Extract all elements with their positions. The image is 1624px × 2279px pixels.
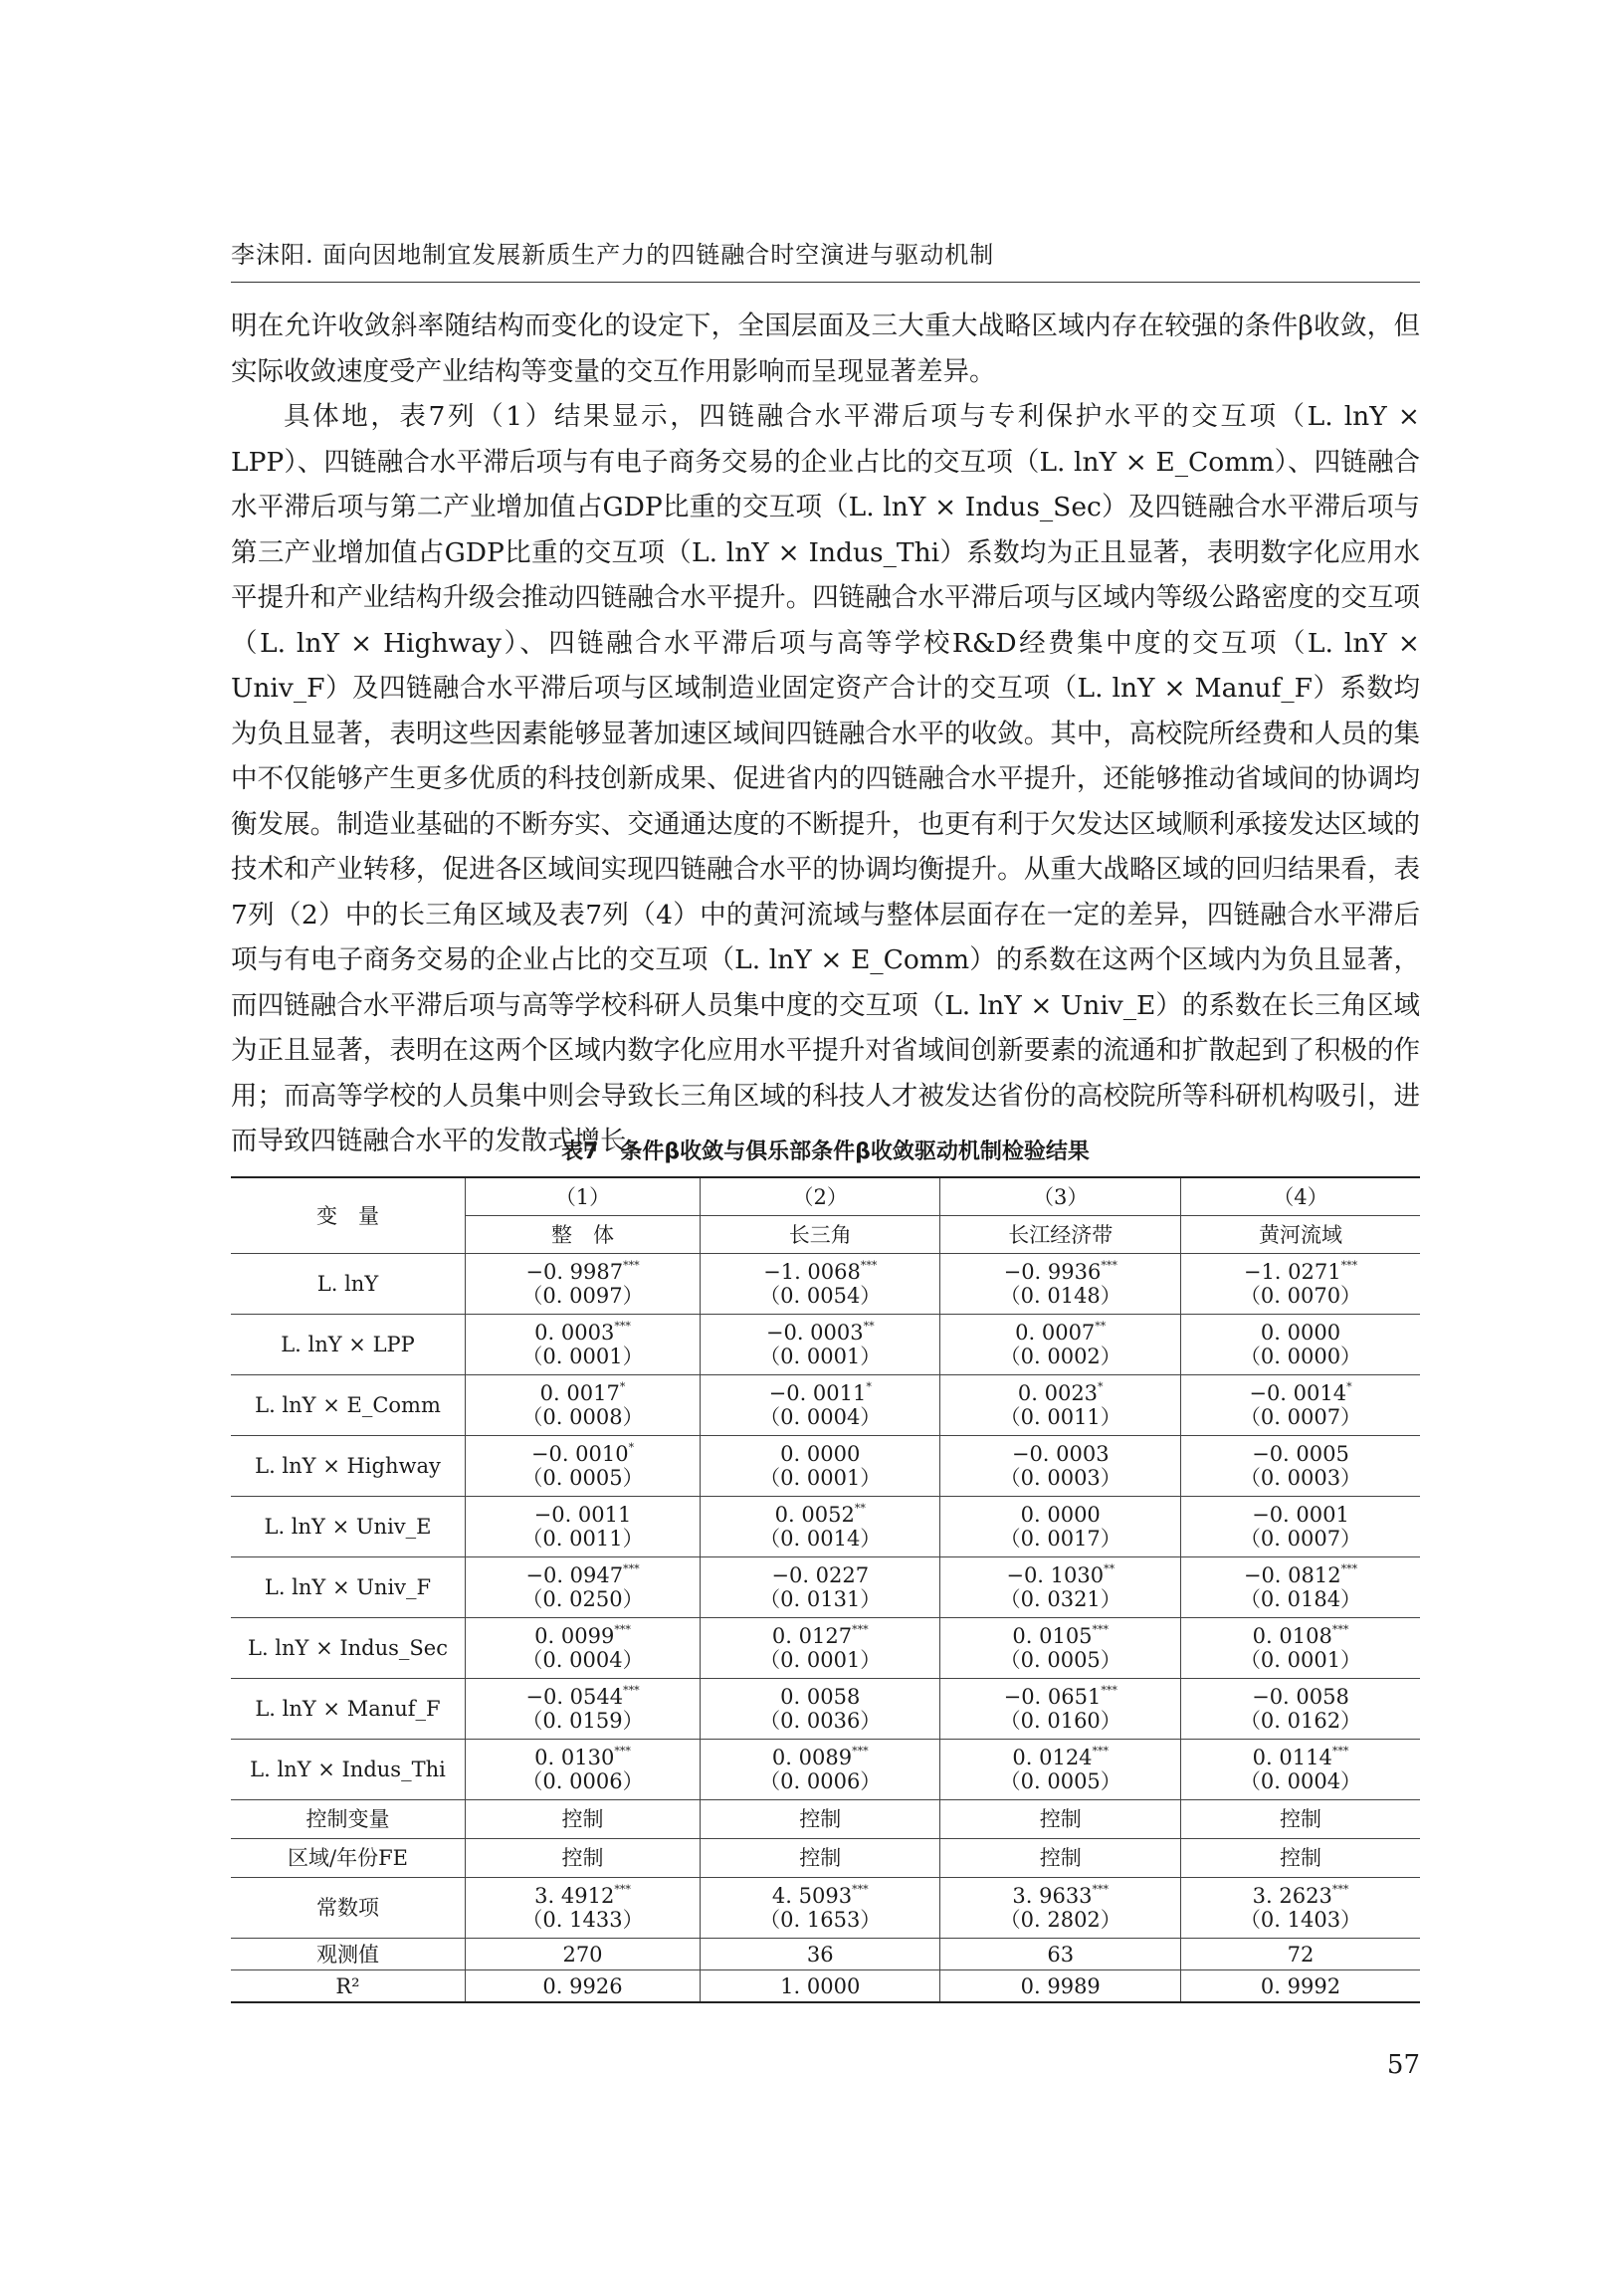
coefficient [940, 1381, 1179, 1405]
coefficient [940, 1884, 1179, 1908]
significance-stars: *** [1331, 1745, 1349, 1758]
significance-stars: *** [1340, 1259, 1358, 1272]
significance-stars: ** [854, 1502, 866, 1515]
value-cell: 控制 [701, 1839, 940, 1878]
coef-cell [701, 1497, 940, 1557]
coef-cell [1180, 1878, 1420, 1939]
standard-error: （0. 0321） [999, 1587, 1121, 1611]
significance-stars: *** [1092, 1745, 1110, 1758]
variable-label: L. lnY × Highway [231, 1436, 466, 1497]
value-cell: 控制 [466, 1839, 701, 1878]
standard-error: （0. 0007） [1239, 1405, 1362, 1429]
coef-cell [701, 1679, 940, 1740]
table-row [231, 1679, 1420, 1740]
coefficient [701, 1624, 939, 1648]
table-header-row-numbers [231, 1177, 1420, 1216]
significance-stars: *** [852, 1883, 869, 1896]
standard-error: （0. 1653） [759, 1908, 882, 1932]
coefficient [701, 1563, 939, 1587]
significance-stars: *** [852, 1623, 869, 1636]
constant-row [231, 1878, 1420, 1939]
coefficient [701, 1321, 939, 1345]
coefficient [466, 1685, 700, 1709]
significance-stars: *** [623, 1684, 640, 1697]
standard-error: （0. 0003） [1239, 1466, 1362, 1490]
significance-stars: ** [863, 1320, 875, 1333]
table-row [231, 1557, 1420, 1618]
significance-stars: *** [860, 1259, 878, 1272]
observations-row [231, 1939, 1420, 1970]
significance-stars: *** [1340, 1562, 1358, 1575]
coefficient [940, 1685, 1179, 1709]
value-cell: 控制 [1180, 1800, 1420, 1839]
body-text [231, 304, 1420, 1164]
variable-label: L. lnY × LPP [231, 1315, 466, 1375]
coefficient [701, 1503, 939, 1527]
coefficient [1181, 1624, 1420, 1648]
standard-error: （0. 0004） [521, 1648, 644, 1672]
coef-cell [1180, 1618, 1420, 1679]
variable-label: L. lnY × E_Comm [231, 1375, 466, 1436]
coef-cell [466, 1315, 701, 1375]
value-cell: 63 [940, 1939, 1180, 1970]
variable-header: 变 量 [231, 1177, 466, 1254]
coef-cell [466, 1878, 701, 1939]
coef-cell [1180, 1254, 1420, 1315]
coefficient [466, 1884, 700, 1908]
standard-error: （0. 0148） [999, 1284, 1121, 1308]
coefficient [701, 1884, 939, 1908]
value-cell: 控制 [466, 1800, 701, 1839]
significance-stars: *** [1331, 1623, 1349, 1636]
coefficient-value: −0. 0010 [530, 1442, 629, 1466]
standard-error: （0. 0001） [521, 1345, 644, 1368]
significance-stars: * [1098, 1380, 1104, 1393]
coefficient-value: −0. 0001 [1252, 1503, 1349, 1527]
significance-stars: *** [623, 1259, 640, 1272]
coefficient [1181, 1260, 1420, 1284]
value-cell: 0. 9992 [1180, 1970, 1420, 2003]
standard-error: （0. 0000） [1239, 1345, 1362, 1368]
coefficient [466, 1260, 700, 1284]
value-cell: 控制 [940, 1800, 1180, 1839]
controls-row [231, 1800, 1420, 1839]
coefficient-value: 4. 5093 [771, 1884, 853, 1908]
coefficient-value: 3. 2623 [1252, 1884, 1332, 1908]
standard-error: （0. 0002） [999, 1345, 1121, 1368]
coef-cell [466, 1375, 701, 1436]
col-name-header: 长三角 [701, 1216, 940, 1254]
coef-cell [1180, 1497, 1420, 1557]
coef-cell [940, 1315, 1180, 1375]
coefficient-value: −0. 0003 [765, 1321, 864, 1345]
standard-error: （0. 1403） [1239, 1908, 1362, 1932]
coefficient-value: −0. 0058 [1252, 1685, 1349, 1709]
table-row [231, 1254, 1420, 1315]
coefficient-value: −0. 0005 [1252, 1442, 1349, 1466]
significance-stars: *** [1092, 1883, 1110, 1896]
coef-cell [466, 1618, 701, 1679]
standard-error: （0. 0004） [759, 1405, 882, 1429]
variable-label: 控制变量 [231, 1800, 466, 1839]
coefficient [940, 1503, 1179, 1527]
coef-cell [940, 1679, 1180, 1740]
standard-error: （0. 0014） [759, 1527, 882, 1551]
coefficient-value: 0. 0105 [1012, 1624, 1093, 1648]
coefficient-value: −0. 0812 [1243, 1563, 1341, 1587]
value-cell: 72 [1180, 1939, 1420, 1970]
standard-error: （0. 0005） [999, 1769, 1121, 1793]
coefficient [940, 1624, 1179, 1648]
coefficient [1181, 1685, 1420, 1709]
page-number: 57 [1386, 2050, 1420, 2080]
standard-error: （0. 0008） [521, 1405, 644, 1429]
coef-cell [701, 1557, 940, 1618]
coef-cell [1180, 1557, 1420, 1618]
coefficient-value: 0. 0003 [534, 1321, 615, 1345]
coefficient-value: −1. 0271 [1243, 1260, 1341, 1284]
coefficient [701, 1442, 939, 1466]
standard-error: （0. 0011） [999, 1405, 1121, 1429]
col-name-header: 长江经济带 [940, 1216, 1180, 1254]
coefficient-value: 0. 0127 [771, 1624, 853, 1648]
significance-stars: * [1346, 1380, 1352, 1393]
standard-error: （0. 0017） [999, 1527, 1121, 1551]
standard-error: （0. 0005） [999, 1648, 1121, 1672]
coefficient [940, 1746, 1179, 1769]
coefficient [1181, 1442, 1420, 1466]
coefficient-value: −0. 0947 [525, 1563, 624, 1587]
significance-stars: *** [614, 1745, 631, 1758]
standard-error: （0. 0036） [759, 1709, 882, 1733]
coefficient-value: −0. 0011 [768, 1381, 867, 1405]
coef-cell [701, 1618, 940, 1679]
variable-label: L. lnY × Indus_Sec [231, 1618, 466, 1679]
standard-error: （0. 0131） [759, 1587, 882, 1611]
coef-cell [940, 1254, 1180, 1315]
variable-label: 常数项 [231, 1878, 466, 1939]
standard-error: （0. 1433） [521, 1908, 644, 1932]
significance-stars: *** [1101, 1259, 1117, 1272]
coefficient [1181, 1563, 1420, 1587]
coefficient [701, 1685, 939, 1709]
standard-error: （0. 0001） [759, 1345, 882, 1368]
col-number-header: （4） [1180, 1177, 1420, 1216]
coefficient-value: 0. 0000 [780, 1442, 861, 1466]
coef-cell [701, 1878, 940, 1939]
coefficient-value: −0. 0651 [1003, 1685, 1102, 1709]
coef-cell [701, 1315, 940, 1375]
significance-stars: *** [852, 1745, 869, 1758]
significance-stars: *** [623, 1562, 640, 1575]
standard-error: （0. 0004） [1239, 1769, 1362, 1793]
coefficient [466, 1503, 700, 1527]
variable-label: L. lnY × Indus_Thi [231, 1740, 466, 1800]
coefficient-value: 0. 0000 [1020, 1503, 1101, 1527]
coef-cell [940, 1878, 1180, 1939]
r-squared-row [231, 1970, 1420, 2003]
variable-label: 观测值 [231, 1939, 466, 1970]
standard-error: （0. 0159） [521, 1709, 644, 1733]
coef-cell [940, 1557, 1180, 1618]
coefficient [701, 1381, 939, 1405]
col-number-header: （2） [701, 1177, 940, 1216]
standard-error: （0. 0160） [999, 1709, 1121, 1733]
table-row [231, 1618, 1420, 1679]
coefficient-value: 0. 0099 [534, 1624, 615, 1648]
coefficient [466, 1563, 700, 1587]
standard-error: （0. 0001） [1239, 1648, 1362, 1672]
value-cell: 270 [466, 1939, 701, 1970]
coef-cell [1180, 1740, 1420, 1800]
coefficient [701, 1746, 939, 1769]
standard-error: （0. 0054） [759, 1284, 882, 1308]
coef-cell [701, 1375, 940, 1436]
significance-stars: ** [1104, 1562, 1116, 1575]
coefficient [940, 1563, 1179, 1587]
standard-error: （0. 0250） [521, 1587, 644, 1611]
coefficient [1181, 1503, 1420, 1527]
coefficient-value: 0. 0052 [774, 1503, 855, 1527]
coefficient [466, 1321, 700, 1345]
coefficient-value: −0. 0003 [1011, 1442, 1110, 1466]
coefficient-value: 0. 0089 [771, 1746, 853, 1769]
running-header: 李沫阳. 面向因地制宜发展新质生产力的四链融合时空演进与驱动机制 [231, 235, 1420, 283]
coef-cell [940, 1497, 1180, 1557]
table-row [231, 1315, 1420, 1375]
coefficient [466, 1381, 700, 1405]
coefficient-value: 3. 4912 [534, 1884, 615, 1908]
table-row [231, 1436, 1420, 1497]
table-row [231, 1497, 1420, 1557]
significance-stars: * [619, 1380, 626, 1393]
coef-cell [940, 1740, 1180, 1800]
significance-stars: * [866, 1380, 872, 1393]
significance-stars: *** [614, 1623, 631, 1636]
standard-error: （0. 0007） [1239, 1527, 1362, 1551]
coef-cell [1180, 1679, 1420, 1740]
coef-cell [466, 1497, 701, 1557]
standard-error: （0. 0001） [759, 1466, 882, 1490]
significance-stars: *** [614, 1883, 631, 1896]
significance-stars: *** [1331, 1883, 1349, 1896]
coefficient-value: 3. 9633 [1012, 1884, 1093, 1908]
standard-error: （0. 0006） [759, 1769, 882, 1793]
coefficient-value: −0. 0011 [533, 1503, 632, 1527]
coefficient-value: 0. 0023 [1017, 1381, 1099, 1405]
coefficient [466, 1624, 700, 1648]
coefficient-value: 0. 0130 [534, 1746, 615, 1769]
variable-label: L. lnY × Univ_F [231, 1557, 466, 1618]
coefficient-value: 0. 0108 [1252, 1624, 1332, 1648]
standard-error: （0. 0184） [1239, 1587, 1362, 1611]
coefficient [701, 1260, 939, 1284]
paragraph-main: 具体地，表7列（1）结果显示，四链融合水平滞后项与专利保护水平的交互项（L. lnY × LPP）、四链融合水平滞后项与有电子商务交易的企业占比的交互项（L. lnY × E_Comm）、四链融合水平滞后项与第二产业增加值占GDP比重的交互项（L. lnY × Indus_Sec）及四链融合水平滞后项与第三产业增加值占GDP比重的交互项（L. lnY × Indus_Thi）系数均为正且显著，表明数字化应用水平提升和产业结构升级会推动四链融合水平提升。四链融合水平滞后项与区域内等级公路密度的交互项（L. lnY × Highway）、四链融合水平滞后项与高等学校R&D经费集中度的交互项（L. lnY × Univ_F）及四链融合水平滞后项与区域制造业固定资产合计的交互项（L. lnY × Manuf_F）系数均为负且显著，表明这些因素能够显著加速区域间四链融合水平的收敛。其中，高校院所经费和人员的集中不仅能够产生更多优质的科技创新成果、促进省内的四链融合水平提升，还能够推动省域间的协调均衡发展。制造业基础的不断夯实、交通通达度的不断提升，也更有利于欠发达区域顺利承接发达区域的技术和产业转移，促进各区域间实现四链融合水平的协调均衡提升。从重大战略区域的回归结果看，表7列（2）中的长三角区域及表7列（4）中的黄河流域与整体层面存在一定的差异，四链融合水平滞后项与有电子商务交易的企业占比的交互项（L. lnY × E_Comm）的系数在这两个区域内为负且显著，而四链融合水平滞后项与高等学校科研人员集中度的交互项（L. lnY × Univ_E）的系数在长三角区域为正且显著，表明在这两个区域内数字化应用水平提升对省域间创新要素的流通和扩散起到了积极的作用；而高等学校的人员集中则会导致长三角区域的科技人才被发达省份的高校院所等科研机构吸引，进而导致四链融合水平的发散式增长。 [231, 401, 1420, 1156]
value-cell: 36 [701, 1939, 940, 1970]
standard-error: （0. 2802） [999, 1908, 1121, 1932]
coefficient-value: 0. 0058 [780, 1685, 861, 1709]
value-cell: 控制 [940, 1839, 1180, 1878]
coefficient-value: −0. 9987 [525, 1260, 624, 1284]
coefficient [940, 1321, 1179, 1345]
variable-label: 区域/年份FE [231, 1839, 466, 1878]
standard-error: （0. 0006） [521, 1769, 644, 1793]
coef-cell [701, 1254, 940, 1315]
coefficient-value: −0. 9936 [1003, 1260, 1102, 1284]
coef-cell [1180, 1375, 1420, 1436]
significance-stars: ** [1095, 1320, 1107, 1333]
coefficient [940, 1260, 1179, 1284]
standard-error: （0. 0005） [521, 1466, 644, 1490]
significance-stars: * [628, 1441, 635, 1454]
coefficient [466, 1746, 700, 1769]
variable-label: R² [231, 1970, 466, 2003]
coefficient-value: 0. 0124 [1012, 1746, 1093, 1769]
coefficient [1181, 1884, 1420, 1908]
significance-stars: *** [614, 1320, 631, 1333]
variable-label: L. lnY × Manuf_F [231, 1679, 466, 1740]
table-row [231, 1375, 1420, 1436]
coef-cell [1180, 1436, 1420, 1497]
coefficient [1181, 1381, 1420, 1405]
results-table-body [231, 1177, 1420, 2002]
col-name-header: 整 体 [466, 1216, 701, 1254]
standard-error: （0. 0011） [521, 1527, 644, 1551]
significance-stars: *** [1092, 1623, 1110, 1636]
variable-label: L. lnY [231, 1254, 466, 1315]
standard-error: （0. 0003） [999, 1466, 1121, 1490]
col-number-header: （3） [940, 1177, 1180, 1216]
coefficient-value: 0. 0000 [1260, 1321, 1341, 1345]
coefficient-value: −1. 0068 [763, 1260, 861, 1284]
coef-cell [466, 1557, 701, 1618]
coefficient-value: 0. 0007 [1015, 1321, 1096, 1345]
standard-error: （0. 0070） [1239, 1284, 1362, 1308]
variable-label: L. lnY × Univ_E [231, 1497, 466, 1557]
col-name-header: 黄河流域 [1180, 1216, 1420, 1254]
coef-cell [466, 1740, 701, 1800]
coefficient [466, 1442, 700, 1466]
value-cell: 0. 9926 [466, 1970, 701, 2003]
standard-error: （0. 0097） [521, 1284, 644, 1308]
coef-cell [940, 1375, 1180, 1436]
results-table [231, 1176, 1420, 2003]
value-cell: 控制 [1180, 1839, 1420, 1878]
coefficient-value: 0. 0114 [1252, 1746, 1332, 1769]
coefficient-value: 0. 0017 [539, 1381, 620, 1405]
coef-cell [940, 1436, 1180, 1497]
fixed-effects-row [231, 1839, 1420, 1878]
coefficient-value: −0. 0544 [525, 1685, 624, 1709]
table-caption: 表7 条件β收敛与俱乐部条件β收敛驱动机制检验结果 [561, 1140, 1090, 1164]
coef-cell [466, 1254, 701, 1315]
coefficient-value: −0. 0227 [771, 1563, 870, 1587]
coef-cell [701, 1436, 940, 1497]
coefficient [1181, 1746, 1420, 1769]
coef-cell [701, 1740, 940, 1800]
coefficient-value: −0. 0014 [1249, 1381, 1347, 1405]
coef-cell [466, 1679, 701, 1740]
coefficient [1181, 1321, 1420, 1345]
coefficient [940, 1442, 1179, 1466]
table-row [231, 1740, 1420, 1800]
significance-stars: *** [1101, 1684, 1117, 1697]
standard-error: （0. 0001） [759, 1648, 882, 1672]
col-number-header: （1） [466, 1177, 701, 1216]
coef-cell [466, 1436, 701, 1497]
paragraph-continued: 明在允许收敛斜率随结构而变化的设定下，全国层面及三大重大战略区域内存在较强的条件β收敛，但实际收敛速度受产业结构等变量的交互作用影响而呈现显著差异。 [231, 311, 1420, 387]
value-cell: 1. 0000 [701, 1970, 940, 2003]
value-cell: 控制 [701, 1800, 940, 1839]
coefficient-value: −0. 1030 [1006, 1563, 1105, 1587]
coef-cell [1180, 1315, 1420, 1375]
value-cell: 0. 9989 [940, 1970, 1180, 2003]
standard-error: （0. 0162） [1239, 1709, 1362, 1733]
coef-cell [940, 1618, 1180, 1679]
